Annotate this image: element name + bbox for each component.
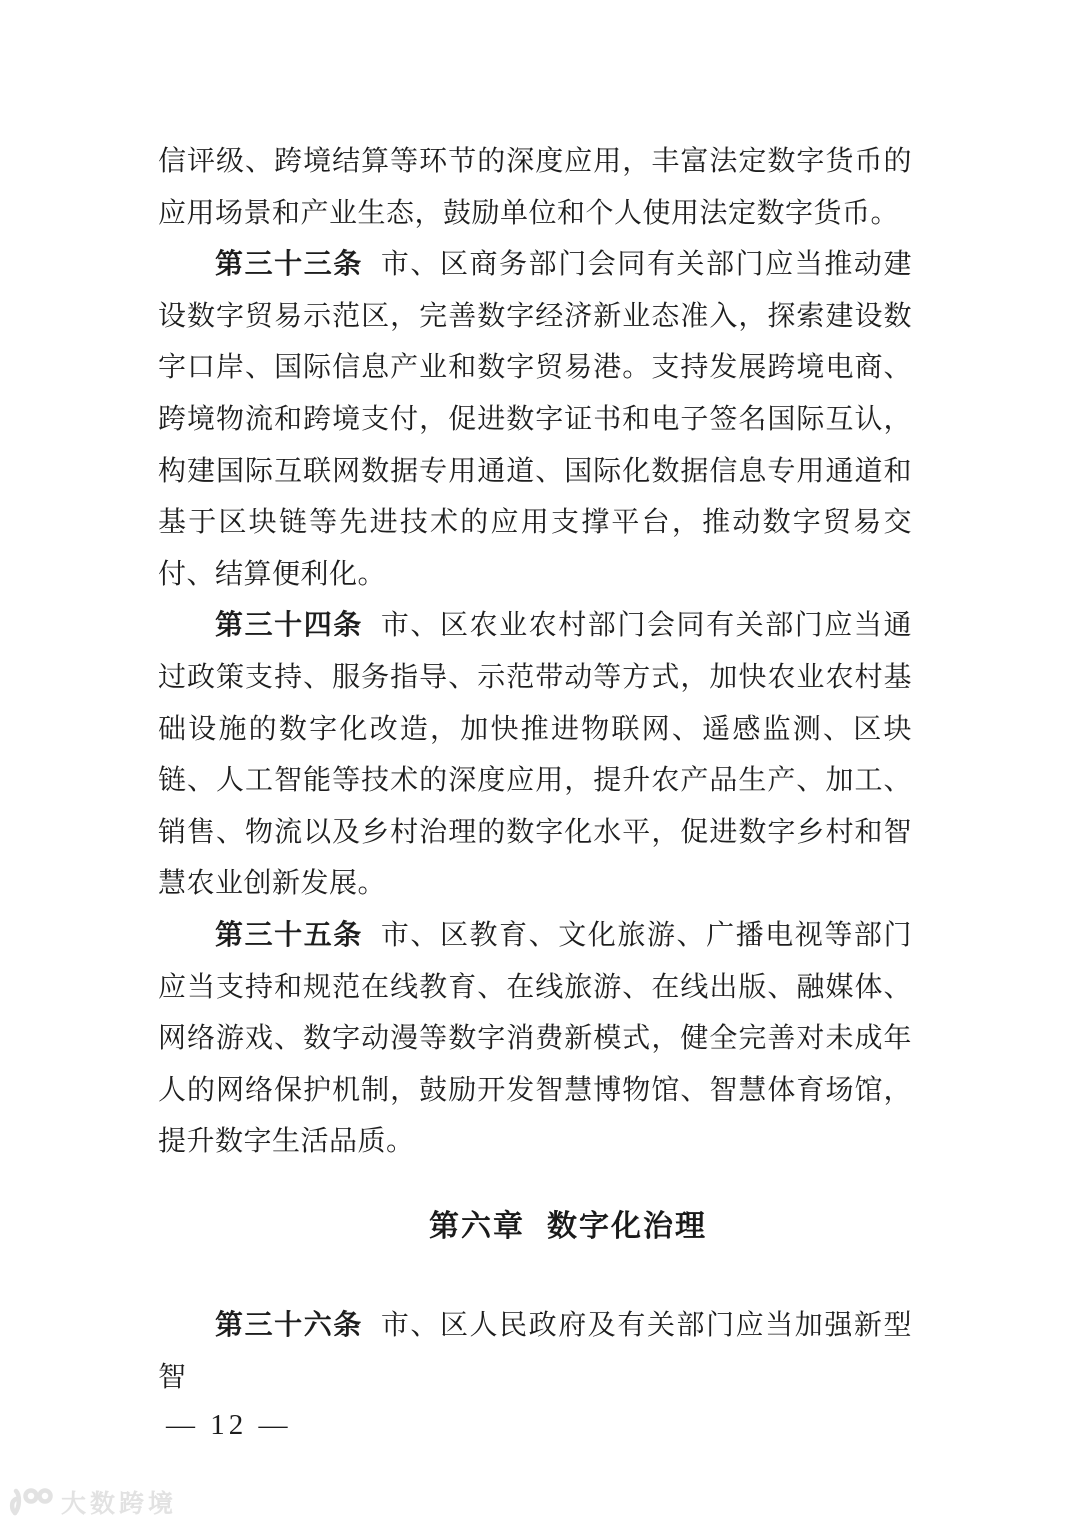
paragraph-text: 市、区教育、文化旅游、广播电视等部门应当支持和规范在线教育、在线旅游、在线出版、融媒体、网络游戏、数字动漫等数字消费新模式，健全完善对未成年人的网络保护机制，鼓励开发智慧博物馆、智慧体育场馆，提升数字生活品质。 xyxy=(158,919,912,1158)
watermark xyxy=(8,1484,177,1520)
paragraph-article-34 xyxy=(158,600,912,910)
paragraph-continuation xyxy=(158,136,912,239)
paragraph-text: 市、区人民政府及有关部门应当加强新型智 xyxy=(158,1310,912,1394)
article-number-label: 第三十五条 xyxy=(215,919,363,951)
article-number-label: 第三十三条 xyxy=(215,249,363,281)
paragraph-article-33 xyxy=(158,239,912,600)
watermark-logo-icon xyxy=(8,1485,54,1519)
paragraph-article-36 xyxy=(158,1300,912,1403)
paragraph-text: 信评级、跨境结算等环节的深度应用，丰富法定数字货币的应用场景和产业生态，鼓励单位和个人使用法定数字货币。 xyxy=(158,146,912,229)
paragraph-article-35 xyxy=(158,910,912,1168)
article-number-label: 第三十六条 xyxy=(215,1310,363,1342)
paragraph-text: 市、区商务部门会同有关部门应当推动建设数字贸易示范区，完善数字经济新业态准入，探索建设数字口岸、国际信息产业和数字贸易港。支持发展跨境电商、跨境物流和跨境支付，促进数字证书和电子签名国际互认，构建国际互联网数据专用通道、国际化数据信息专用通道和基于区块链等先进技术的应用支撑平台，推动数字贸易交付、结算便利化。 xyxy=(158,249,912,590)
paragraph-text: 市、区农业农村部门会同有关部门应当通过政策支持、服务指导、示范带动等方式，加快农业农村基础设施的数字化改造，加快推进物联网、遥感监测、区块链、人工智能等技术的深度应用，提升农产品生产、加工、销售、物流以及乡村治理的数字化水平，促进数字乡村和智慧农业创新发展。 xyxy=(158,610,912,900)
page-number: — 12 — xyxy=(166,1409,292,1441)
article-number-label: 第三十四条 xyxy=(215,610,363,642)
chapter-title: 数字化治理 xyxy=(547,1209,707,1243)
chapter-number: 第六章 xyxy=(429,1209,525,1243)
document-body xyxy=(158,136,912,1404)
watermark-text: 大数跨境 xyxy=(61,1490,178,1518)
chapter-heading xyxy=(158,1201,912,1253)
